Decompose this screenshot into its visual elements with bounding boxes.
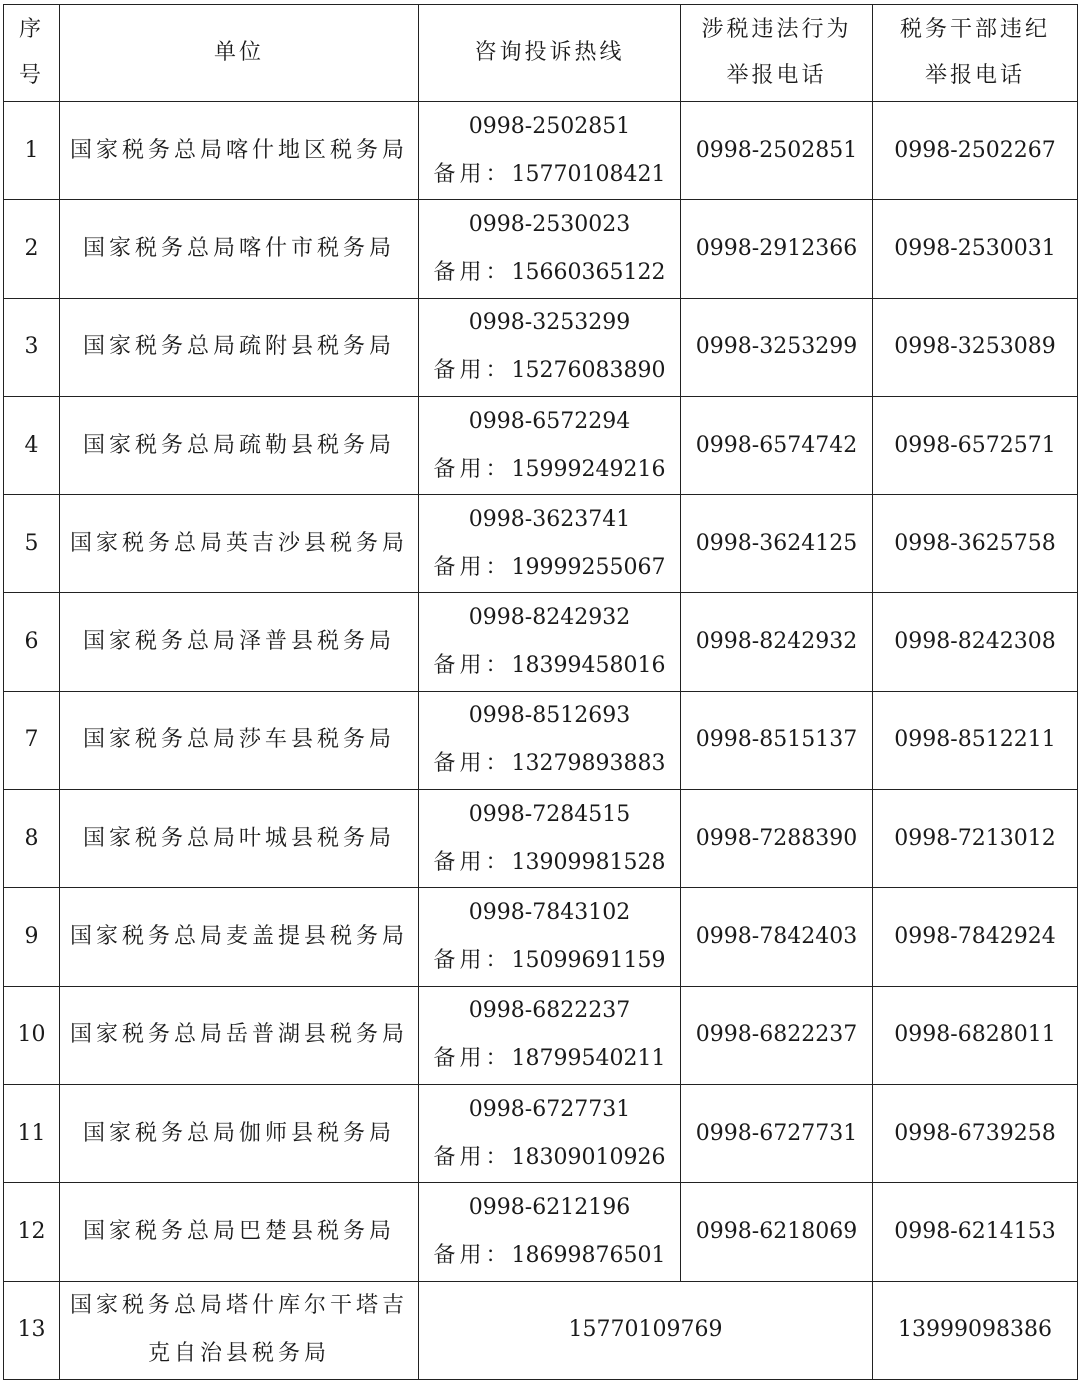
cell-unit: 国家税务总局疏勒县税务局	[60, 396, 419, 494]
table-row	[4, 1183, 1078, 1281]
hotline-backup	[423, 347, 676, 395]
backup-label: 备用：	[433, 1242, 512, 1268]
cell-cadre: 0998-6214153	[873, 1183, 1078, 1281]
backup-number: 18399458016	[511, 653, 666, 679]
cell-cadre: 0998-3625758	[873, 495, 1078, 593]
backup-label: 备用：	[433, 1046, 512, 1072]
table-row	[4, 298, 1078, 396]
cell-cadre: 0998-6828011	[873, 986, 1078, 1084]
cell-unit: 国家税务总局英吉沙县税务局	[60, 495, 419, 593]
cell-seq: 6	[4, 593, 60, 691]
cell-violation: 0998-6727731	[681, 1084, 873, 1182]
cell-seq: 10	[4, 986, 60, 1084]
header-unit: 单位	[60, 5, 419, 102]
cell-violation: 0998-6218069	[681, 1183, 873, 1281]
cell-seq: 8	[4, 790, 60, 888]
cell-unit: 国家税务总局喀什地区税务局	[60, 102, 419, 200]
cell-cadre: 0998-7213012	[873, 790, 1078, 888]
table-row	[4, 691, 1078, 789]
header-violation: 涉税违法行为 举报电话	[681, 5, 873, 102]
backup-number: 19999255067	[511, 554, 666, 580]
hotline-number: 0998-8242932	[468, 605, 631, 631]
cell-unit: 国家税务总局伽师县税务局	[60, 1084, 419, 1182]
hotline-backup	[423, 544, 676, 592]
cell-hotline	[419, 396, 681, 494]
backup-label: 备用：	[433, 554, 512, 580]
hotline-number: 0998-6572294	[468, 408, 631, 434]
cell-hotline	[419, 888, 681, 986]
backup-label: 备用：	[433, 456, 512, 482]
backup-number: 15770108421	[511, 161, 666, 187]
backup-number: 15276083890	[511, 358, 666, 384]
cell-cadre: 0998-6572571	[873, 396, 1078, 494]
backup-number: 18799540211	[511, 1046, 666, 1072]
cell-cadre: 0998-6739258	[873, 1084, 1078, 1182]
table-row	[4, 200, 1078, 298]
hotline-number: 0998-3623741	[468, 506, 631, 532]
hotline-backup	[423, 446, 676, 494]
cell-hotline	[419, 1183, 681, 1281]
backup-label: 备用：	[433, 653, 512, 679]
cell-unit: 国家税务总局泽普县税务局	[60, 593, 419, 691]
hotline-number: 0998-8512693	[468, 703, 631, 729]
hotline-backup	[423, 937, 676, 985]
header-hotline: 咨询投诉热线	[419, 5, 681, 102]
cell-seq: 3	[4, 298, 60, 396]
cell-seq: 4	[4, 396, 60, 494]
cell-unit: 国家税务总局喀什市税务局	[60, 200, 419, 298]
hotline-number: 0998-3253299	[468, 310, 631, 336]
backup-label: 备用：	[433, 358, 512, 384]
cell-seq: 5	[4, 495, 60, 593]
backup-label: 备用：	[433, 948, 512, 974]
backup-number: 18309010926	[511, 1144, 666, 1170]
hotline-backup	[423, 1134, 676, 1182]
cell-seq: 7	[4, 691, 60, 789]
table-header-row	[4, 5, 1078, 102]
hotline-number: 0998-7843102	[468, 900, 631, 926]
backup-number: 15999249216	[511, 456, 666, 482]
cell-violation: 0998-7842403	[681, 888, 873, 986]
cell-violation: 0998-6574742	[681, 396, 873, 494]
hotline-number: 0998-7284515	[468, 801, 631, 827]
hotline-backup	[423, 839, 676, 887]
backup-number: 15660365122	[511, 259, 666, 285]
cell-violation: 0998-6822237	[681, 986, 873, 1084]
cell-hotline	[419, 691, 681, 789]
table-row	[4, 396, 1078, 494]
backup-label: 备用：	[433, 161, 512, 187]
backup-number: 13279893883	[511, 751, 666, 777]
hotline-backup	[423, 249, 676, 297]
cell-unit: 国家税务总局巴楚县税务局	[60, 1183, 419, 1281]
table-row	[4, 593, 1078, 691]
cell-cadre: 0998-2502267	[873, 102, 1078, 200]
cell-unit: 国家税务总局莎车县税务局	[60, 691, 419, 789]
hotline-number: 0998-2530023	[468, 211, 631, 237]
hotline-backup	[423, 1232, 676, 1280]
cell-cadre: 0998-8512211	[873, 691, 1078, 789]
cell-unit: 国家税务总局叶城县税务局	[60, 790, 419, 888]
table-row	[4, 1281, 1078, 1379]
backup-label: 备用：	[433, 259, 512, 285]
hotline-backup	[423, 642, 676, 690]
cell-violation: 0998-3624125	[681, 495, 873, 593]
tax-contact-table	[3, 4, 1078, 1380]
header-seq: 序 号	[4, 5, 60, 102]
hotline-number: 0998-2502851	[468, 113, 631, 139]
backup-label: 备用：	[433, 751, 512, 777]
cell-seq: 12	[4, 1183, 60, 1281]
cell-cadre: 0998-2530031	[873, 200, 1078, 298]
backup-label: 备用：	[433, 849, 512, 875]
table-row	[4, 790, 1078, 888]
cell-hotline	[419, 1084, 681, 1182]
hotline-number: 0998-6212196	[468, 1194, 631, 1220]
cell-hotline	[419, 986, 681, 1084]
backup-label: 备用：	[433, 1144, 512, 1170]
cell-hotline	[419, 200, 681, 298]
cell-seq: 11	[4, 1084, 60, 1182]
hotline-number: 0998-6727731	[468, 1096, 631, 1122]
cell-unit: 国家税务总局岳普湖县税务局	[60, 986, 419, 1084]
cell-hotline	[419, 298, 681, 396]
cell-unit: 国家税务总局麦盖提县税务局	[60, 888, 419, 986]
cell-violation: 0998-8242932	[681, 593, 873, 691]
header-cadre: 税务干部违纪 举报电话	[873, 5, 1078, 102]
cell-hotline	[419, 495, 681, 593]
cell-violation: 0998-7288390	[681, 790, 873, 888]
cell-violation: 0998-8515137	[681, 691, 873, 789]
table-row	[4, 1084, 1078, 1182]
cell-hotline-combined: 15770109769	[419, 1281, 873, 1379]
cell-hotline	[419, 102, 681, 200]
cell-seq: 2	[4, 200, 60, 298]
cell-hotline	[419, 593, 681, 691]
table-row	[4, 888, 1078, 986]
hotline-number: 0998-6822237	[468, 998, 631, 1024]
backup-number: 15099691159	[511, 948, 666, 974]
cell-cadre: 0998-7842924	[873, 888, 1078, 986]
cell-cadre: 0998-3253089	[873, 298, 1078, 396]
hotline-backup	[423, 740, 676, 788]
table-row	[4, 986, 1078, 1084]
backup-number: 18699876501	[511, 1242, 666, 1268]
table-row	[4, 495, 1078, 593]
cell-cadre: 13999098386	[873, 1281, 1078, 1379]
cell-violation: 0998-2502851	[681, 102, 873, 200]
cell-seq: 13	[4, 1281, 60, 1379]
cell-violation: 0998-2912366	[681, 200, 873, 298]
hotline-backup	[423, 1035, 676, 1083]
table-row	[4, 102, 1078, 200]
cell-seq: 1	[4, 102, 60, 200]
cell-seq: 9	[4, 888, 60, 986]
cell-unit: 国家税务总局塔什库尔干塔吉 克自治县税务局	[60, 1281, 419, 1379]
cell-cadre: 0998-8242308	[873, 593, 1078, 691]
hotline-backup	[423, 151, 676, 199]
backup-number: 13909981528	[511, 849, 666, 875]
cell-violation: 0998-3253299	[681, 298, 873, 396]
cell-hotline	[419, 790, 681, 888]
cell-unit: 国家税务总局疏附县税务局	[60, 298, 419, 396]
